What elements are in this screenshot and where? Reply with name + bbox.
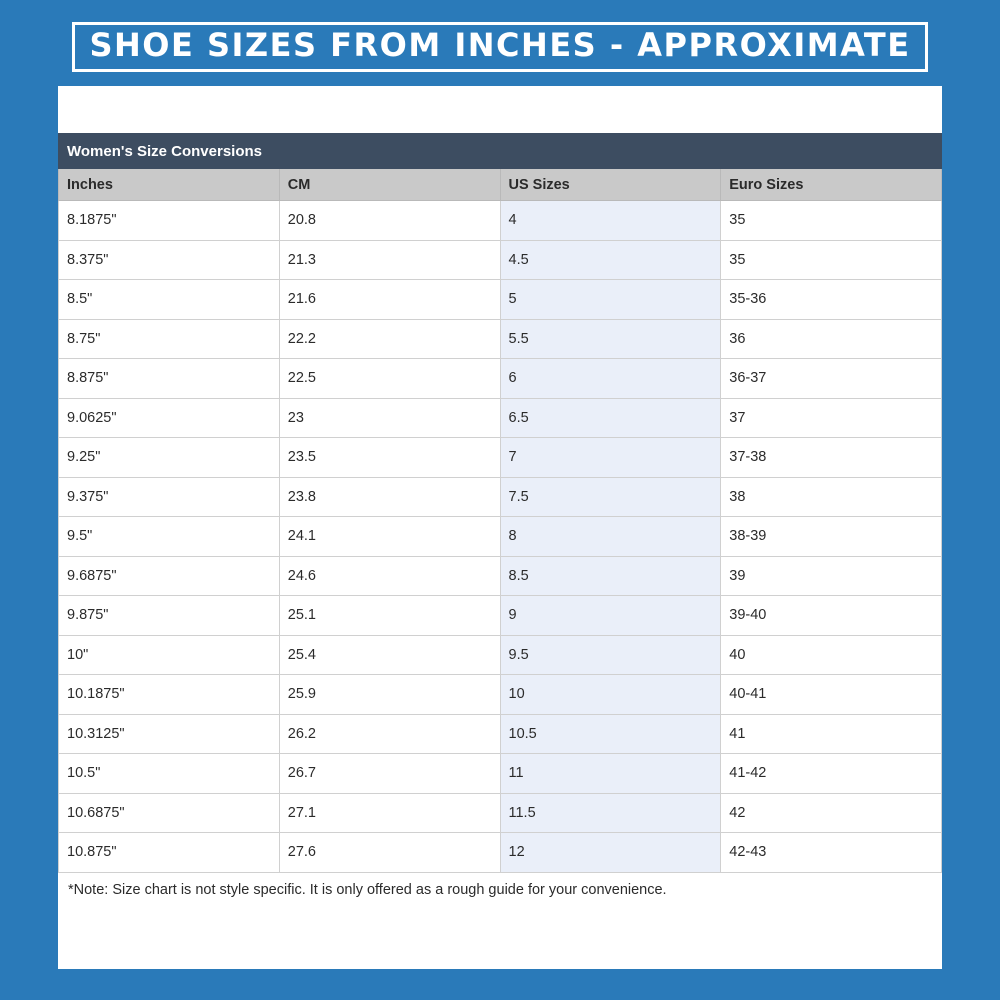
table-row (59, 359, 942, 399)
cell-us: 11 (500, 754, 721, 794)
column-header-inches: Inches (59, 169, 280, 201)
cell-us: 6 (500, 359, 721, 399)
size-table-container (58, 133, 942, 873)
cell-us: 10 (500, 675, 721, 715)
page-title: SHOE SIZES FROM INCHES - APPROXIMATE (72, 22, 927, 72)
cell-euro: 35 (721, 201, 942, 241)
cell-euro: 40-41 (721, 675, 942, 715)
table-section-header-row (59, 134, 942, 169)
table-row (59, 635, 942, 675)
table-row (59, 833, 942, 873)
cell-cm: 26.7 (279, 754, 500, 794)
cell-inches: 9.875" (59, 596, 280, 636)
cell-us: 5 (500, 280, 721, 320)
cell-euro: 39 (721, 556, 942, 596)
cell-euro: 38-39 (721, 517, 942, 557)
cell-inches: 10.3125" (59, 714, 280, 754)
cell-us: 9 (500, 596, 721, 636)
table-row (59, 754, 942, 794)
table-row (59, 714, 942, 754)
cell-inches: 8.375" (59, 240, 280, 280)
cell-euro: 35 (721, 240, 942, 280)
cell-us: 5.5 (500, 319, 721, 359)
cell-us: 4.5 (500, 240, 721, 280)
cell-euro: 42-43 (721, 833, 942, 873)
cell-cm: 24.1 (279, 517, 500, 557)
table-row (59, 438, 942, 478)
cell-inches: 9.375" (59, 477, 280, 517)
size-conversion-table (58, 133, 942, 873)
cell-cm: 21.3 (279, 240, 500, 280)
table-row (59, 319, 942, 359)
cell-euro: 36-37 (721, 359, 942, 399)
cell-us: 11.5 (500, 793, 721, 833)
cell-us: 9.5 (500, 635, 721, 675)
cell-us: 10.5 (500, 714, 721, 754)
cell-cm: 24.6 (279, 556, 500, 596)
cell-inches: 10.875" (59, 833, 280, 873)
cell-inches: 10.6875" (59, 793, 280, 833)
cell-cm: 27.6 (279, 833, 500, 873)
chart-sheet (58, 86, 942, 969)
cell-cm: 26.2 (279, 714, 500, 754)
table-row (59, 517, 942, 557)
column-header-cm: CM (279, 169, 500, 201)
table-row (59, 556, 942, 596)
cell-euro: 39-40 (721, 596, 942, 636)
cell-euro: 41 (721, 714, 942, 754)
table-row (59, 398, 942, 438)
cell-inches: 9.5" (59, 517, 280, 557)
cell-us: 6.5 (500, 398, 721, 438)
cell-euro: 36 (721, 319, 942, 359)
cell-cm: 25.1 (279, 596, 500, 636)
cell-euro: 37 (721, 398, 942, 438)
column-header-euro-sizes: Euro Sizes (721, 169, 942, 201)
cell-us: 12 (500, 833, 721, 873)
table-row (59, 675, 942, 715)
table-row (59, 240, 942, 280)
cell-euro: 40 (721, 635, 942, 675)
cell-us: 7.5 (500, 477, 721, 517)
cell-cm: 21.6 (279, 280, 500, 320)
cell-inches: 10" (59, 635, 280, 675)
column-header-us-sizes: US Sizes (500, 169, 721, 201)
cell-euro: 42 (721, 793, 942, 833)
cell-inches: 8.5" (59, 280, 280, 320)
cell-euro: 41-42 (721, 754, 942, 794)
title-container (0, 22, 1000, 72)
cell-cm: 23.5 (279, 438, 500, 478)
table-row (59, 201, 942, 241)
cell-euro: 37-38 (721, 438, 942, 478)
cell-us: 4 (500, 201, 721, 241)
cell-inches: 8.1875" (59, 201, 280, 241)
table-body (59, 134, 942, 873)
cell-inches: 10.1875" (59, 675, 280, 715)
cell-euro: 38 (721, 477, 942, 517)
table-row (59, 477, 942, 517)
cell-us: 8 (500, 517, 721, 557)
table-header-row (59, 169, 942, 201)
cell-inches: 9.0625" (59, 398, 280, 438)
cell-cm: 22.2 (279, 319, 500, 359)
cell-cm: 22.5 (279, 359, 500, 399)
cell-cm: 25.9 (279, 675, 500, 715)
footnote: *Note: Size chart is not style specific. It is only offered as a rough guide for your convenience. (68, 882, 667, 898)
cell-us: 8.5 (500, 556, 721, 596)
cell-inches: 9.6875" (59, 556, 280, 596)
cell-cm: 25.4 (279, 635, 500, 675)
table-row (59, 596, 942, 636)
cell-inches: 9.25" (59, 438, 280, 478)
cell-cm: 23 (279, 398, 500, 438)
cell-inches: 8.875" (59, 359, 280, 399)
cell-us: 7 (500, 438, 721, 478)
cell-inches: 8.75" (59, 319, 280, 359)
cell-euro: 35-36 (721, 280, 942, 320)
cell-inches: 10.5" (59, 754, 280, 794)
cell-cm: 20.8 (279, 201, 500, 241)
table-row (59, 280, 942, 320)
section-title: Women's Size Conversions (59, 134, 942, 169)
table-row (59, 793, 942, 833)
cell-cm: 23.8 (279, 477, 500, 517)
cell-cm: 27.1 (279, 793, 500, 833)
